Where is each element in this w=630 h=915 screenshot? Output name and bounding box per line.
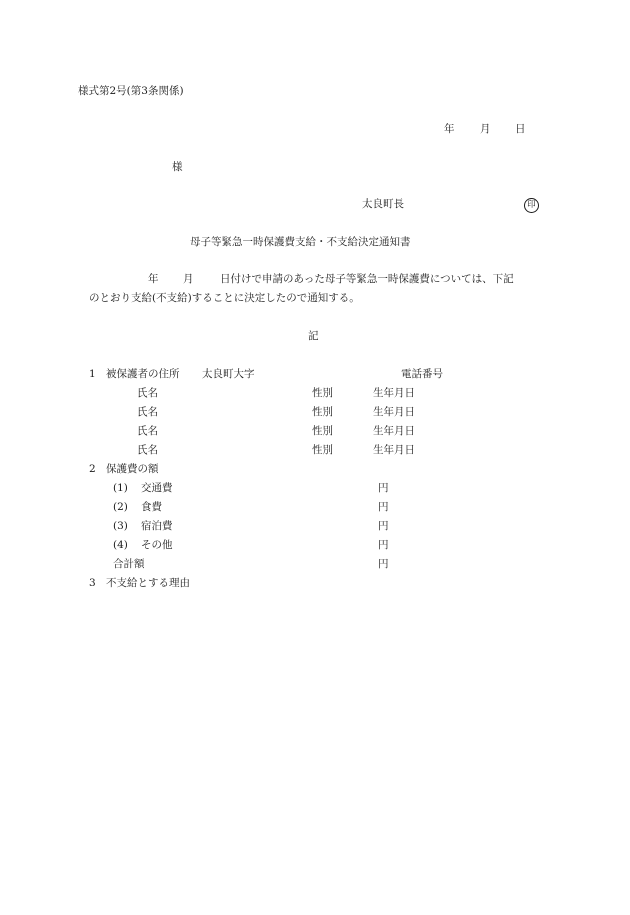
section-1-number: 1 [89, 368, 96, 380]
expense-item-label: その他 [141, 539, 173, 551]
section-1-address: 太良町大字 [202, 368, 255, 380]
expense-item-number: (4) [113, 539, 128, 551]
section-3-number: 3 [89, 577, 96, 589]
expense-item-label: 交通費 [141, 482, 173, 494]
person-name-label: 氏名 [137, 387, 158, 399]
person-sex-label: 性別 [312, 406, 333, 418]
person-birth-label: 生年月日 [373, 444, 415, 456]
body-line-2: のとおり支給(不支給)することに決定したので通知する。 [89, 292, 360, 304]
total-label: 合計額 [113, 558, 145, 570]
body-line-1: 日付けで申請のあった母子等緊急一時保護費については、下記 [220, 273, 514, 285]
section-2-label: 保護費の額 [106, 463, 159, 475]
section-2-number: 2 [89, 463, 96, 475]
person-name-label: 氏名 [137, 406, 158, 418]
section-3-label: 不支給とする理由 [106, 577, 190, 589]
document-title: 母子等緊急一時保護費支給・不支給決定通知書 [190, 236, 411, 248]
expense-item-unit: 円 [378, 501, 389, 513]
expense-item-number: (3) [113, 520, 128, 532]
expense-item-label: 食費 [141, 501, 162, 513]
expense-item-unit: 円 [378, 539, 389, 551]
seal-mark: 印 [524, 198, 539, 213]
addressee-suffix: 様 [172, 161, 183, 173]
person-name-label: 氏名 [137, 444, 158, 456]
section-1-label: 被保護者の住所 [106, 368, 180, 380]
expense-item-unit: 円 [378, 520, 389, 532]
person-name-label: 氏名 [137, 425, 158, 437]
expense-item-label: 宿泊費 [141, 520, 173, 532]
expense-item-number: (2) [113, 501, 128, 513]
form-number: 様式第2号(第3条関係) [78, 85, 184, 97]
total-unit: 円 [378, 558, 389, 570]
date-year: 年 [444, 123, 455, 135]
person-sex-label: 性別 [312, 444, 333, 456]
body-year: 年 [148, 273, 159, 285]
issuer: 太良町長 [362, 198, 404, 210]
expense-item-unit: 円 [378, 482, 389, 494]
date-month: 月 [480, 123, 491, 135]
person-sex-label: 性別 [312, 425, 333, 437]
person-sex-label: 性別 [312, 387, 333, 399]
person-birth-label: 生年月日 [373, 406, 415, 418]
ki-heading: 記 [308, 330, 319, 342]
date-day: 日 [515, 123, 526, 135]
expense-item-number: (1) [113, 482, 128, 494]
body-month: 月 [183, 273, 194, 285]
person-birth-label: 生年月日 [373, 387, 415, 399]
phone-label: 電話番号 [401, 368, 443, 380]
person-birth-label: 生年月日 [373, 425, 415, 437]
